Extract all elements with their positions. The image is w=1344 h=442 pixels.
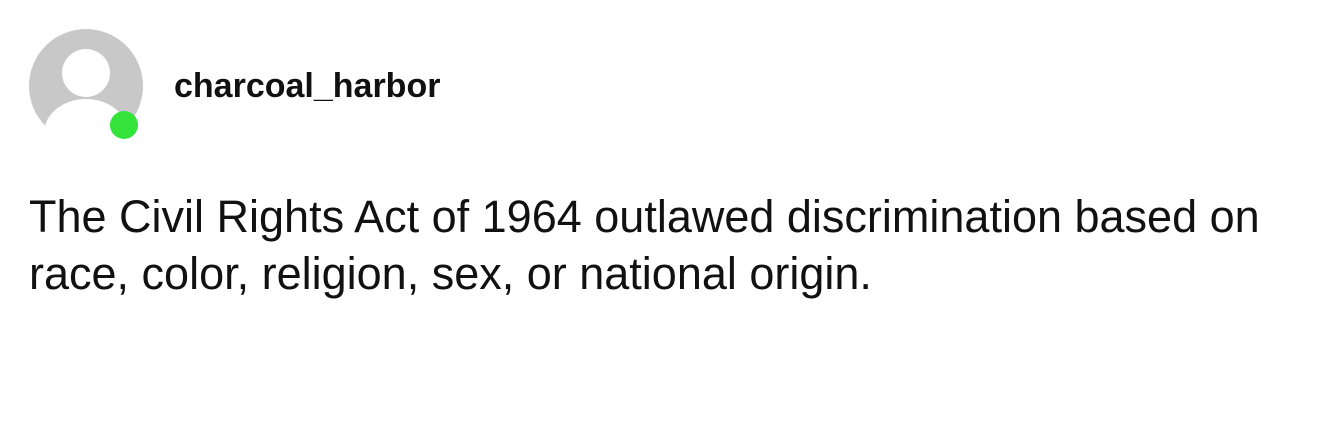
avatar[interactable]: [29, 29, 144, 133]
username[interactable]: charcoal_harbor: [174, 67, 441, 105]
post-text: The Civil Rights Act of 1964 outlawed discrimination based on race, color, religion, sex, or national origin.: [29, 191, 1260, 299]
online-status-indicator: [110, 111, 138, 139]
